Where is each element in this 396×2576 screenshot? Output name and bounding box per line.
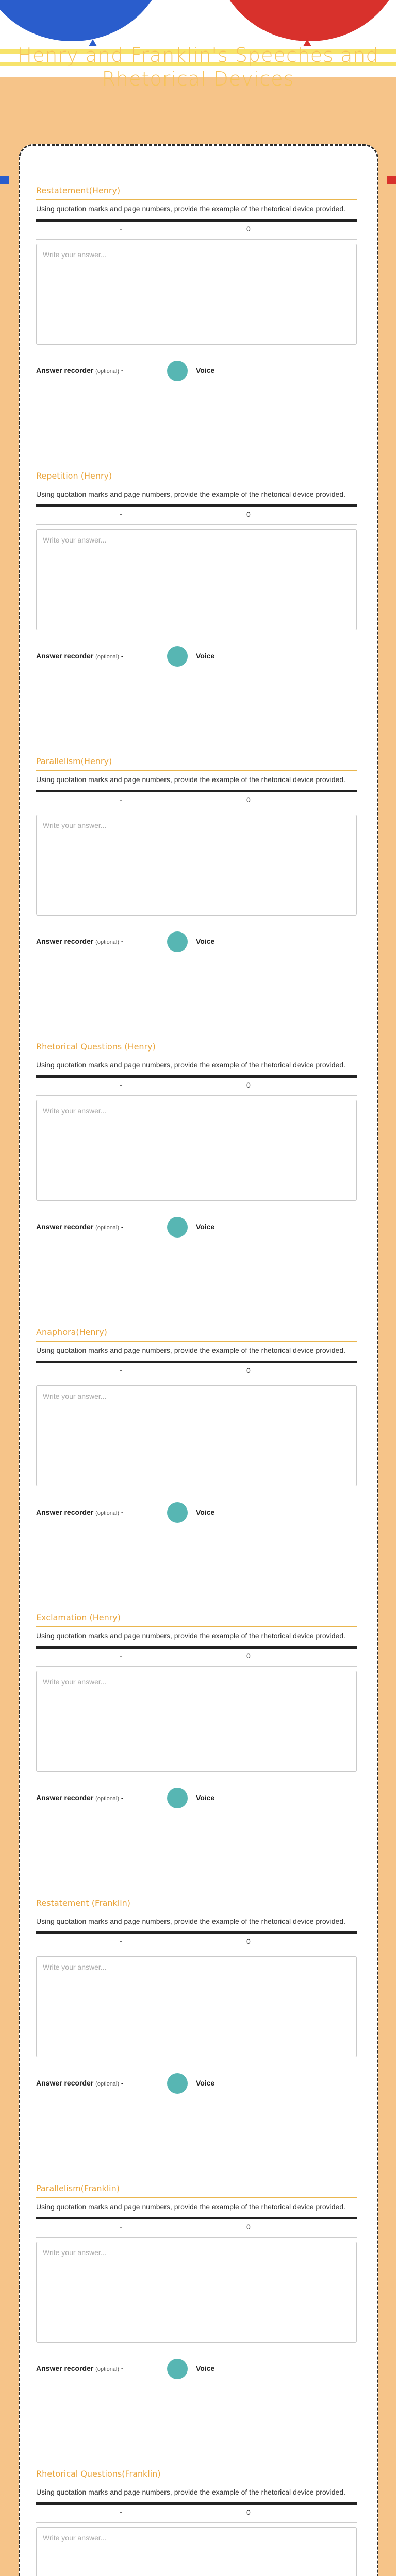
- section-title: Anaphora(Henry): [36, 1327, 357, 1342]
- recorder-optional-text: (optional): [95, 2366, 120, 2372]
- question-section: [36, 471, 357, 668]
- reference-row: [36, 219, 357, 240]
- answer-recorder: [36, 2357, 357, 2381]
- section-title: Parallelism(Henry): [36, 756, 357, 771]
- section-instructions: Using quotation marks and page numbers, provide the example of the rhetorical device provided.: [36, 1061, 346, 1069]
- reference-row: [36, 1931, 357, 1952]
- record-button[interactable]: [167, 1217, 188, 1238]
- right-ribbon-decoration: [387, 176, 396, 184]
- recorder-optional-text: (optional): [95, 654, 120, 660]
- section-instructions: Using quotation marks and page numbers, provide the example of the rhetorical device provided.: [36, 1632, 346, 1640]
- voice-label[interactable]: Voice: [196, 937, 215, 945]
- reference-row: [36, 790, 357, 810]
- reference-count: 0: [246, 2508, 251, 2516]
- reference-dash: -: [120, 2508, 123, 2517]
- recorder-optional-text: (optional): [95, 1225, 120, 1231]
- reference-dash: -: [120, 2223, 123, 2231]
- voice-label[interactable]: Voice: [196, 1508, 215, 1516]
- voice-label[interactable]: Voice: [196, 652, 215, 660]
- section-title: Rhetorical Questions(Franklin): [36, 2469, 357, 2483]
- voice-label[interactable]: Voice: [196, 366, 215, 375]
- reference-dash: -: [120, 1652, 123, 1660]
- record-button[interactable]: [167, 646, 188, 667]
- recorder-dash: -: [121, 652, 124, 660]
- reference-count: 0: [246, 1652, 251, 1660]
- answer-recorder: [36, 645, 357, 668]
- voice-label[interactable]: Voice: [196, 2079, 215, 2087]
- section-title: Repetition (Henry): [36, 471, 357, 485]
- question-section: [36, 1898, 357, 2095]
- answer-textarea[interactable]: Write your answer...: [36, 815, 357, 916]
- recorder-label-text: Answer recorder: [36, 2079, 94, 2087]
- answer-recorder: [36, 930, 357, 954]
- recorder-label-text: Answer recorder: [36, 366, 94, 375]
- question-section: [36, 756, 357, 954]
- recorder-label: [36, 2079, 124, 2087]
- reference-dash: -: [120, 1366, 123, 1375]
- reference-count: 0: [246, 510, 251, 518]
- answer-recorder: [36, 1501, 357, 1524]
- record-button[interactable]: [167, 1502, 188, 1523]
- record-button[interactable]: [167, 361, 188, 381]
- question-section: [36, 1042, 357, 1239]
- recorder-dash: -: [121, 1508, 124, 1516]
- reference-row: [36, 504, 357, 525]
- question-section: [36, 1327, 357, 1524]
- record-button[interactable]: [167, 1788, 188, 1808]
- answer-textarea[interactable]: Write your answer...: [36, 244, 357, 345]
- recorder-optional-text: (optional): [95, 368, 120, 375]
- recorder-label: [36, 1508, 124, 1516]
- question-section: [36, 2469, 357, 2576]
- reference-count: 0: [246, 2223, 251, 2231]
- reference-dash: -: [120, 510, 123, 519]
- section-title: Exclamation (Henry): [36, 1613, 357, 1627]
- answer-textarea[interactable]: Write your answer...: [36, 1100, 357, 1201]
- balloon-left-decoration: [0, 0, 165, 41]
- recorder-label: [36, 2364, 124, 2372]
- voice-label[interactable]: Voice: [196, 2364, 215, 2372]
- record-button[interactable]: [167, 931, 188, 952]
- recorder-label-text: Answer recorder: [36, 1223, 94, 1231]
- section-title: Rhetorical Questions (Henry): [36, 1042, 357, 1056]
- reference-row: [36, 1646, 357, 1667]
- answer-textarea[interactable]: Write your answer...: [36, 2242, 357, 2343]
- recorder-dash: -: [121, 1223, 124, 1231]
- section-instructions: Using quotation marks and page numbers, provide the example of the rhetorical device provided.: [36, 2488, 346, 2496]
- answer-recorder: [36, 1215, 357, 1239]
- recorder-label: [36, 652, 124, 660]
- recorder-label-text: Answer recorder: [36, 652, 94, 660]
- recorder-optional-text: (optional): [95, 2081, 120, 2087]
- recorder-label-text: Answer recorder: [36, 2364, 94, 2372]
- reference-row: [36, 1361, 357, 1381]
- question-section: [36, 185, 357, 383]
- left-ribbon-decoration: [0, 176, 9, 184]
- question-section: [36, 2183, 357, 2381]
- answer-textarea[interactable]: Write your answer...: [36, 1671, 357, 1772]
- answer-textarea[interactable]: Write your answer...: [36, 2527, 357, 2576]
- reference-count: 0: [246, 225, 251, 233]
- recorder-dash: -: [121, 937, 124, 945]
- recorder-optional-text: (optional): [95, 939, 120, 945]
- record-button[interactable]: [167, 2073, 188, 2094]
- recorder-label: [36, 366, 124, 375]
- reference-dash: -: [120, 225, 123, 233]
- section-title: Parallelism(Franklin): [36, 2183, 357, 2198]
- voice-label[interactable]: Voice: [196, 1793, 215, 1802]
- reference-row: [36, 2217, 357, 2238]
- section-instructions: Using quotation marks and page numbers, provide the example of the rhetorical device provided.: [36, 1917, 346, 1925]
- answer-recorder: [36, 1786, 357, 1810]
- recorder-label: [36, 1793, 124, 1802]
- recorder-dash: -: [121, 2364, 124, 2372]
- recorder-label: [36, 937, 124, 945]
- answer-textarea[interactable]: Write your answer...: [36, 1956, 357, 2057]
- recorder-label-text: Answer recorder: [36, 937, 94, 945]
- reference-count: 0: [246, 1081, 251, 1089]
- reference-count: 0: [246, 795, 251, 804]
- reference-row: [36, 2502, 357, 2523]
- recorder-label-text: Answer recorder: [36, 1508, 94, 1516]
- reference-row: [36, 1075, 357, 1096]
- recorder-optional-text: (optional): [95, 1795, 120, 1802]
- reference-count: 0: [246, 1366, 251, 1375]
- reference-dash: -: [120, 795, 123, 804]
- recorder-optional-text: (optional): [95, 1510, 120, 1516]
- section-instructions: Using quotation marks and page numbers, provide the example of the rhetorical device provided.: [36, 1346, 346, 1354]
- question-section: [36, 1613, 357, 1810]
- recorder-label: [36, 1223, 124, 1231]
- recorder-dash: -: [121, 2079, 124, 2087]
- reference-dash: -: [120, 1937, 123, 1946]
- recorder-dash: -: [121, 366, 124, 375]
- section-instructions: Using quotation marks and page numbers, provide the example of the rhetorical device provided.: [36, 490, 346, 498]
- section-instructions: Using quotation marks and page numbers, provide the example of the rhetorical device provided.: [36, 775, 346, 784]
- section-title: Restatement (Franklin): [36, 1898, 357, 1912]
- answer-recorder: [36, 2072, 357, 2095]
- recorder-dash: -: [121, 1793, 124, 1802]
- recorder-label-text: Answer recorder: [36, 1793, 94, 1802]
- voice-label[interactable]: Voice: [196, 1223, 215, 1231]
- answer-textarea[interactable]: Write your answer...: [36, 1385, 357, 1486]
- page-title: Henry and Franklin's Speeches and Rhetorical Devices: [17, 44, 379, 90]
- answer-textarea[interactable]: Write your answer...: [36, 529, 357, 630]
- record-button[interactable]: [167, 2359, 188, 2379]
- reference-count: 0: [246, 1937, 251, 1945]
- balloon-right-decoration: [217, 0, 396, 41]
- answer-recorder: [36, 359, 357, 383]
- section-title: Restatement(Henry): [36, 185, 357, 200]
- section-instructions: Using quotation marks and page numbers, provide the example of the rhetorical device provided.: [36, 2202, 346, 2211]
- reference-dash: -: [120, 1081, 123, 1090]
- section-instructions: Using quotation marks and page numbers, provide the example of the rhetorical device provided.: [36, 205, 346, 213]
